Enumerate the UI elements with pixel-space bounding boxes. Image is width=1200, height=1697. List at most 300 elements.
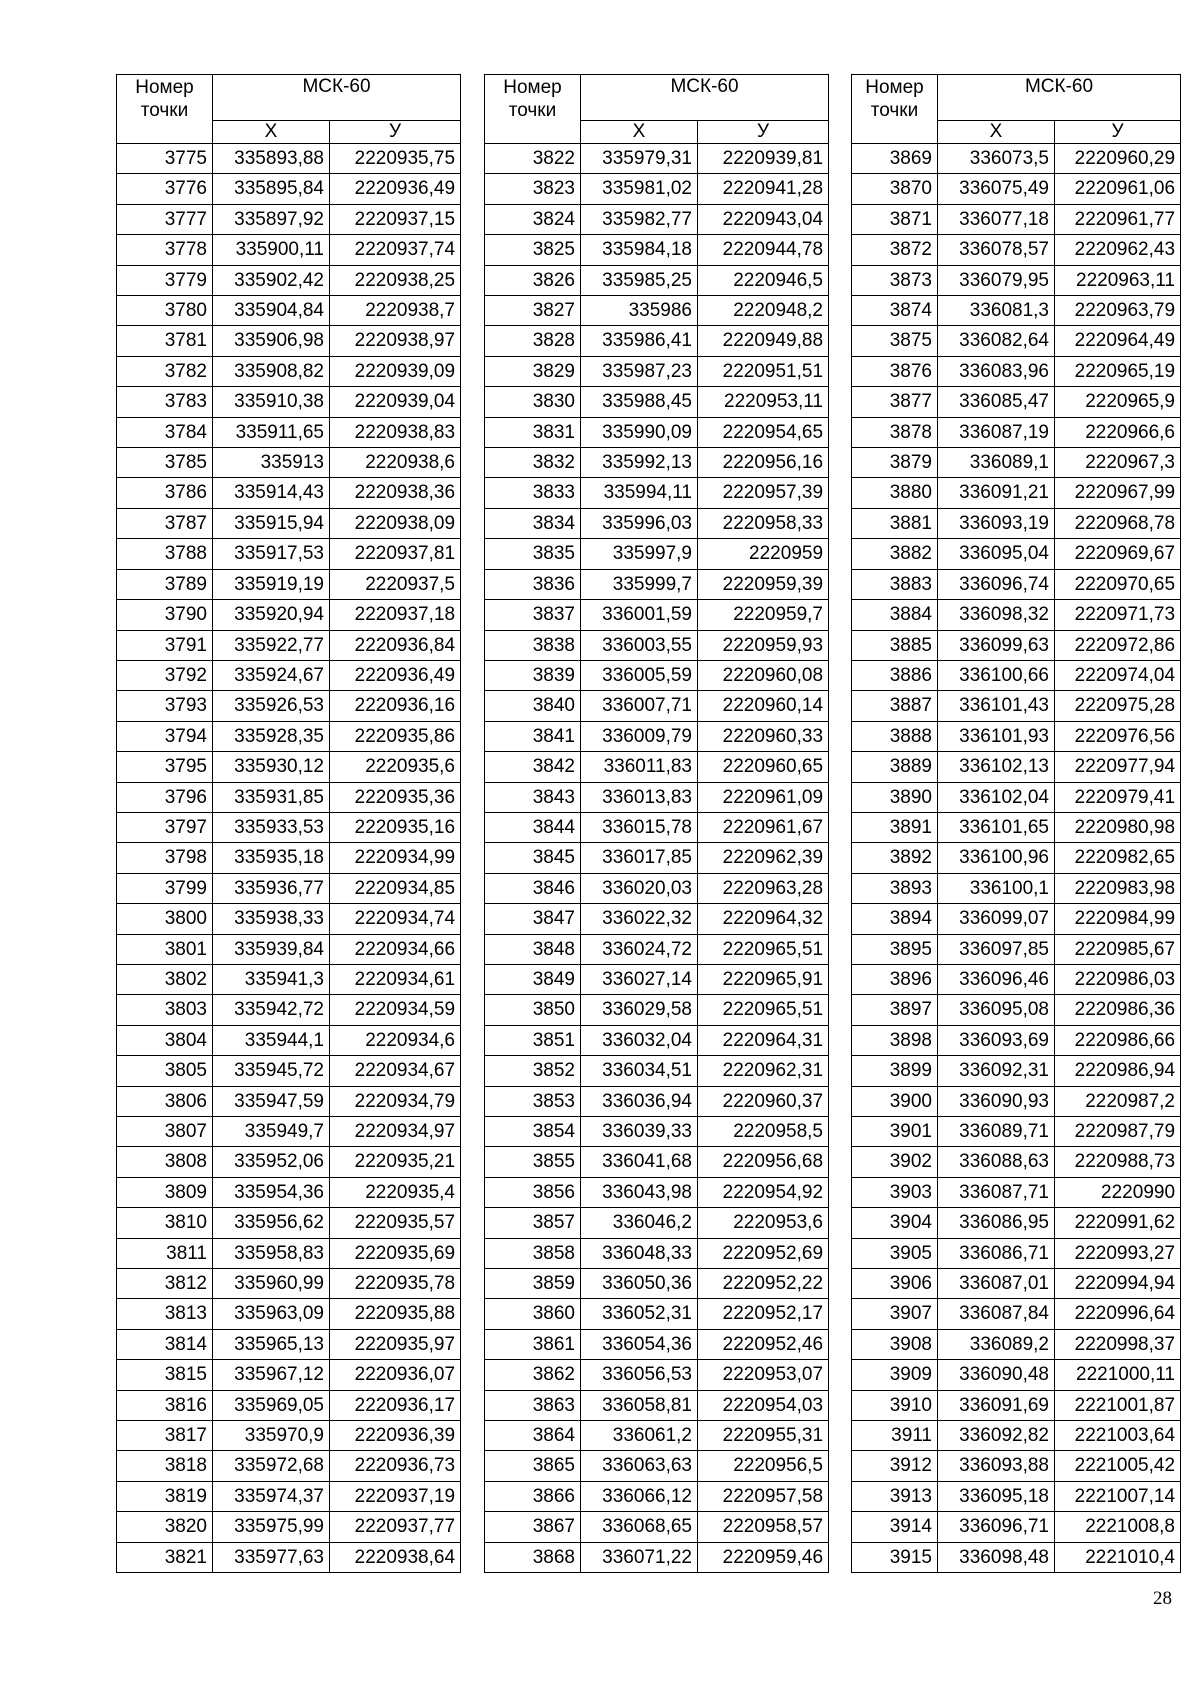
point-number-cell: 3901 xyxy=(852,1117,938,1147)
y-coordinate-cell: 2220948,2 xyxy=(698,296,829,326)
x-coordinate-cell: 336090,93 xyxy=(938,1086,1055,1116)
y-coordinate-cell: 2220937,74 xyxy=(330,235,461,265)
y-coordinate-cell: 2220959 xyxy=(698,539,829,569)
y-coordinate-cell: 2220987,79 xyxy=(1055,1117,1181,1147)
x-coordinate-cell: 336043,98 xyxy=(581,1177,698,1207)
table-row xyxy=(852,1269,1181,1299)
table-row xyxy=(485,1238,829,1268)
table-row xyxy=(117,934,461,964)
point-number-cell: 3895 xyxy=(852,934,938,964)
y-coordinate-cell: 2220965,91 xyxy=(698,964,829,994)
y-coordinate-cell: 2220939,81 xyxy=(698,144,829,174)
point-number-header-line2: точки xyxy=(140,100,189,121)
table-row xyxy=(485,721,829,751)
y-coordinate-cell: 2220959,39 xyxy=(698,569,829,599)
y-coordinate-cell: 2220961,67 xyxy=(698,812,829,842)
point-number-cell: 3780 xyxy=(117,296,213,326)
point-number-cell: 3912 xyxy=(852,1451,938,1481)
table-row xyxy=(852,174,1181,204)
table-row xyxy=(485,1299,829,1329)
y-coordinate-cell: 2220952,22 xyxy=(698,1269,829,1299)
y-coordinate-cell: 2220938,09 xyxy=(330,508,461,538)
point-number-cell: 3904 xyxy=(852,1208,938,1238)
y-coordinate-cell: 2220941,28 xyxy=(698,174,829,204)
point-number-cell: 3884 xyxy=(852,600,938,630)
x-coordinate-cell: 335922,77 xyxy=(213,630,330,660)
y-coordinate-cell: 2220975,28 xyxy=(1055,691,1181,721)
point-number-cell: 3809 xyxy=(117,1177,213,1207)
table-row xyxy=(852,904,1181,934)
x-coordinate-cell: 336089,2 xyxy=(938,1329,1055,1359)
x-coordinate-cell: 335941,3 xyxy=(213,964,330,994)
point-number-cell: 3789 xyxy=(117,569,213,599)
table-row xyxy=(117,265,461,295)
y-coordinate-cell: 2220936,73 xyxy=(330,1451,461,1481)
table-row xyxy=(117,296,461,326)
point-number-cell: 3839 xyxy=(485,660,581,690)
x-coordinate-cell: 335944,1 xyxy=(213,1025,330,1055)
page-number: 28 xyxy=(1153,1588,1172,1609)
y-coordinate-cell: 2220993,27 xyxy=(1055,1238,1181,1268)
table-row xyxy=(117,660,461,690)
y-coordinate-cell: 2220934,99 xyxy=(330,843,461,873)
point-number-cell: 3853 xyxy=(485,1086,581,1116)
y-coordinate-cell: 2220980,98 xyxy=(1055,812,1181,842)
point-number-cell: 3788 xyxy=(117,539,213,569)
x-coordinate-cell: 336015,78 xyxy=(581,812,698,842)
table-row xyxy=(852,873,1181,903)
table-row xyxy=(852,1421,1181,1451)
y-coordinate-cell: 2220956,68 xyxy=(698,1147,829,1177)
table-row xyxy=(117,235,461,265)
table-row xyxy=(852,995,1181,1025)
point-number-cell: 3820 xyxy=(117,1512,213,1542)
x-coordinate-cell: 335982,77 xyxy=(581,204,698,234)
table-row xyxy=(117,1056,461,1086)
y-coordinate-cell: 2220965,51 xyxy=(698,934,829,964)
x-coordinate-cell: 335911,65 xyxy=(213,417,330,447)
table-row xyxy=(852,1512,1181,1542)
x-coordinate-cell: 336087,71 xyxy=(938,1177,1055,1207)
point-number-cell: 3882 xyxy=(852,539,938,569)
y-coordinate-cell: 2220953,11 xyxy=(698,387,829,417)
point-number-cell: 3821 xyxy=(117,1542,213,1572)
table-row xyxy=(117,1208,461,1238)
x-coordinate-cell: 336089,71 xyxy=(938,1117,1055,1147)
x-coordinate-cell: 336096,71 xyxy=(938,1512,1055,1542)
x-coordinate-cell: 335942,72 xyxy=(213,995,330,1025)
point-number-cell: 3803 xyxy=(117,995,213,1025)
x-coordinate-cell: 335967,12 xyxy=(213,1360,330,1390)
point-number-cell: 3791 xyxy=(117,630,213,660)
table-row xyxy=(852,782,1181,812)
x-coordinate-cell: 336073,5 xyxy=(938,144,1055,174)
point-number-cell: 3863 xyxy=(485,1390,581,1420)
table-row xyxy=(485,843,829,873)
y-coordinate-cell: 2220962,31 xyxy=(698,1056,829,1086)
table-row xyxy=(485,387,829,417)
x-coordinate-cell: 336087,01 xyxy=(938,1269,1055,1299)
table-row xyxy=(852,265,1181,295)
y-coordinate-cell: 2220935,69 xyxy=(330,1238,461,1268)
table-row xyxy=(485,1147,829,1177)
x-coordinate-cell: 336099,63 xyxy=(938,630,1055,660)
point-number-cell: 3775 xyxy=(117,144,213,174)
table-row xyxy=(852,387,1181,417)
table-row xyxy=(852,204,1181,234)
point-number-cell: 3914 xyxy=(852,1512,938,1542)
x-coordinate-cell: 336086,71 xyxy=(938,1238,1055,1268)
point-number-cell: 3824 xyxy=(485,204,581,234)
y-coordinate-cell: 2220936,07 xyxy=(330,1360,461,1390)
x-coordinate-cell: 335917,53 xyxy=(213,539,330,569)
table-row xyxy=(485,1086,829,1116)
point-number-cell: 3793 xyxy=(117,691,213,721)
point-number-cell: 3888 xyxy=(852,721,938,751)
point-number-cell: 3857 xyxy=(485,1208,581,1238)
point-number-cell: 3822 xyxy=(485,144,581,174)
point-number-cell: 3851 xyxy=(485,1025,581,1055)
table-row xyxy=(852,356,1181,386)
y-coordinate-cell: 2220958,33 xyxy=(698,508,829,538)
x-coordinate-cell: 335986,41 xyxy=(581,326,698,356)
table-row xyxy=(485,478,829,508)
y-coordinate-cell: 2220963,11 xyxy=(1055,265,1181,295)
point-number-cell: 3836 xyxy=(485,569,581,599)
point-number-cell: 3854 xyxy=(485,1117,581,1147)
x-coordinate-cell: 336058,81 xyxy=(581,1390,698,1420)
point-number-cell: 3825 xyxy=(485,235,581,265)
y-coordinate-cell: 2220939,09 xyxy=(330,356,461,386)
table-row xyxy=(852,691,1181,721)
x-coordinate-cell: 335945,72 xyxy=(213,1056,330,1086)
table-row xyxy=(117,964,461,994)
y-coordinate-cell: 2220986,94 xyxy=(1055,1056,1181,1086)
y-coordinate-cell: 2220952,69 xyxy=(698,1238,829,1268)
x-coordinate-cell: 335928,35 xyxy=(213,721,330,751)
table-row xyxy=(485,1177,829,1207)
point-number-cell: 3781 xyxy=(117,326,213,356)
table-row xyxy=(117,569,461,599)
y-coordinate-cell: 2220938,97 xyxy=(330,326,461,356)
point-number-cell: 3807 xyxy=(117,1117,213,1147)
table-row xyxy=(117,600,461,630)
y-coordinate-cell: 2220985,67 xyxy=(1055,934,1181,964)
y-coordinate-cell: 2220959,46 xyxy=(698,1542,829,1572)
table-row xyxy=(117,1512,461,1542)
x-coordinate-cell: 335947,59 xyxy=(213,1086,330,1116)
x-coordinate-cell: 336099,07 xyxy=(938,904,1055,934)
y-coordinate-cell: 2220935,36 xyxy=(330,782,461,812)
table-row xyxy=(485,539,829,569)
y-coordinate-cell: 2221005,42 xyxy=(1055,1451,1181,1481)
point-number-cell: 3861 xyxy=(485,1329,581,1359)
point-number-cell: 3903 xyxy=(852,1177,938,1207)
point-number-cell: 3868 xyxy=(485,1542,581,1572)
y-coordinate-cell: 2220934,74 xyxy=(330,904,461,934)
table-row xyxy=(117,691,461,721)
table-row xyxy=(117,995,461,1025)
table-row xyxy=(852,721,1181,751)
y-coordinate-cell: 2220935,4 xyxy=(330,1177,461,1207)
point-number-cell: 3869 xyxy=(852,144,938,174)
x-coordinate-cell: 336077,18 xyxy=(938,204,1055,234)
table-row xyxy=(485,752,829,782)
y-coordinate-cell: 2220937,5 xyxy=(330,569,461,599)
y-coordinate-cell: 2220938,83 xyxy=(330,417,461,447)
point-number-cell: 3875 xyxy=(852,326,938,356)
point-number-cell: 3870 xyxy=(852,174,938,204)
y-coordinate-cell: 2220983,98 xyxy=(1055,873,1181,903)
x-coordinate-cell: 336013,83 xyxy=(581,782,698,812)
point-number-cell: 3813 xyxy=(117,1299,213,1329)
point-number-cell: 3782 xyxy=(117,356,213,386)
y-coordinate-cell: 2220934,67 xyxy=(330,1056,461,1086)
point-number-cell: 3887 xyxy=(852,691,938,721)
x-coordinate-cell: 336093,19 xyxy=(938,508,1055,538)
table-row xyxy=(117,508,461,538)
point-number-cell: 3797 xyxy=(117,812,213,842)
y-coordinate-cell: 2220961,77 xyxy=(1055,204,1181,234)
y-coordinate-cell: 2220961,09 xyxy=(698,782,829,812)
point-number-cell: 3832 xyxy=(485,448,581,478)
x-coordinate-cell: 336081,3 xyxy=(938,296,1055,326)
y-coordinate-cell: 2220935,97 xyxy=(330,1329,461,1359)
y-coordinate-cell: 2220967,99 xyxy=(1055,478,1181,508)
table-row xyxy=(117,812,461,842)
x-coordinate-cell: 335924,67 xyxy=(213,660,330,690)
table-row xyxy=(117,417,461,447)
table-row xyxy=(485,265,829,295)
x-coordinate-cell: 335981,02 xyxy=(581,174,698,204)
table-row xyxy=(852,1451,1181,1481)
table-row xyxy=(852,1086,1181,1116)
table-row xyxy=(485,1421,829,1451)
x-coordinate-cell: 336068,65 xyxy=(581,1512,698,1542)
y-coordinate-cell: 2220990 xyxy=(1055,1177,1181,1207)
table-row xyxy=(117,539,461,569)
x-coordinate-cell: 336095,04 xyxy=(938,539,1055,569)
table-row xyxy=(852,1056,1181,1086)
x-coordinate-cell: 336054,36 xyxy=(581,1329,698,1359)
point-number-cell: 3802 xyxy=(117,964,213,994)
table-row xyxy=(117,1025,461,1055)
point-number-cell: 3876 xyxy=(852,356,938,386)
y-coordinate-cell: 2220976,56 xyxy=(1055,721,1181,751)
x-coordinate-cell: 336003,55 xyxy=(581,630,698,660)
y-coordinate-cell: 2220935,6 xyxy=(330,752,461,782)
x-coordinate-cell: 336083,96 xyxy=(938,356,1055,386)
table-row xyxy=(852,752,1181,782)
y-coordinate-cell: 2220965,9 xyxy=(1055,387,1181,417)
y-coordinate-cell: 2220934,61 xyxy=(330,964,461,994)
y-coordinate-cell: 2220960,29 xyxy=(1055,144,1181,174)
y-coordinate-cell: 2220934,6 xyxy=(330,1025,461,1055)
x-coordinate-cell: 335954,36 xyxy=(213,1177,330,1207)
x-coordinate-cell: 336085,47 xyxy=(938,387,1055,417)
x-coordinate-cell: 336089,1 xyxy=(938,448,1055,478)
x-coordinate-cell: 336090,48 xyxy=(938,1360,1055,1390)
point-number-cell: 3915 xyxy=(852,1542,938,1572)
coordinate-system-header: МСК-60 xyxy=(938,75,1181,121)
y-coordinate-cell: 2220951,51 xyxy=(698,356,829,386)
x-coordinate-cell: 335906,98 xyxy=(213,326,330,356)
x-coordinate-cell: 335904,84 xyxy=(213,296,330,326)
table-row xyxy=(485,630,829,660)
point-number-cell: 3848 xyxy=(485,934,581,964)
point-number-cell: 3896 xyxy=(852,964,938,994)
y-coordinate-cell: 2220954,03 xyxy=(698,1390,829,1420)
y-coordinate-cell: 2220935,78 xyxy=(330,1269,461,1299)
table-row xyxy=(852,326,1181,356)
point-number-cell: 3902 xyxy=(852,1147,938,1177)
x-coordinate-cell: 335974,37 xyxy=(213,1481,330,1511)
y-coordinate-cell: 2220962,39 xyxy=(698,843,829,873)
point-number-cell: 3845 xyxy=(485,843,581,873)
y-coordinate-cell: 2220934,59 xyxy=(330,995,461,1025)
table-row xyxy=(485,782,829,812)
point-number-cell: 3790 xyxy=(117,600,213,630)
table-row xyxy=(485,1117,829,1147)
point-number-cell: 3816 xyxy=(117,1390,213,1420)
x-coordinate-cell: 335972,68 xyxy=(213,1451,330,1481)
point-number-cell: 3874 xyxy=(852,296,938,326)
y-header: У xyxy=(330,121,461,144)
y-coordinate-cell: 2220958,57 xyxy=(698,1512,829,1542)
table-row xyxy=(117,1177,461,1207)
point-number-cell: 3856 xyxy=(485,1177,581,1207)
y-coordinate-cell: 2220958,5 xyxy=(698,1117,829,1147)
point-number-cell: 3889 xyxy=(852,752,938,782)
y-coordinate-cell: 2220987,2 xyxy=(1055,1086,1181,1116)
table-row xyxy=(117,204,461,234)
table-row xyxy=(852,1390,1181,1420)
point-number-cell: 3804 xyxy=(117,1025,213,1055)
point-number-header xyxy=(485,75,581,144)
y-header: У xyxy=(1055,121,1181,144)
x-coordinate-cell: 335915,94 xyxy=(213,508,330,538)
x-coordinate-cell: 336046,2 xyxy=(581,1208,698,1238)
y-coordinate-cell: 2220964,31 xyxy=(698,1025,829,1055)
point-number-cell: 3801 xyxy=(117,934,213,964)
point-number-cell: 3873 xyxy=(852,265,938,295)
table-row xyxy=(117,387,461,417)
table-row xyxy=(117,1238,461,1268)
point-number-cell: 3900 xyxy=(852,1086,938,1116)
point-number-cell: 3911 xyxy=(852,1421,938,1451)
table-row xyxy=(117,904,461,934)
y-coordinate-cell: 2220937,77 xyxy=(330,1512,461,1542)
point-number-cell: 3835 xyxy=(485,539,581,569)
point-number-cell: 3906 xyxy=(852,1269,938,1299)
x-coordinate-cell: 336020,03 xyxy=(581,873,698,903)
y-coordinate-cell: 2220960,33 xyxy=(698,721,829,751)
x-coordinate-cell: 335914,43 xyxy=(213,478,330,508)
y-coordinate-cell: 2220956,16 xyxy=(698,448,829,478)
table-row xyxy=(485,296,829,326)
point-number-cell: 3838 xyxy=(485,630,581,660)
x-coordinate-cell: 336100,96 xyxy=(938,843,1055,873)
x-coordinate-cell: 336005,59 xyxy=(581,660,698,690)
x-coordinate-cell: 336087,19 xyxy=(938,417,1055,447)
x-coordinate-cell: 336048,33 xyxy=(581,1238,698,1268)
point-number-cell: 3840 xyxy=(485,691,581,721)
y-coordinate-cell: 2220986,66 xyxy=(1055,1025,1181,1055)
point-number-cell: 3894 xyxy=(852,904,938,934)
point-number-cell: 3881 xyxy=(852,508,938,538)
table-row xyxy=(485,508,829,538)
point-number-cell: 3913 xyxy=(852,1481,938,1511)
point-number-cell: 3833 xyxy=(485,478,581,508)
x-coordinate-cell: 336056,53 xyxy=(581,1360,698,1390)
table-row xyxy=(485,1269,829,1299)
point-number-cell: 3878 xyxy=(852,417,938,447)
table-row xyxy=(485,1208,829,1238)
table-row xyxy=(852,964,1181,994)
y-coordinate-cell: 2220964,49 xyxy=(1055,326,1181,356)
y-coordinate-cell: 2220953,07 xyxy=(698,1360,829,1390)
y-coordinate-cell: 2220967,3 xyxy=(1055,448,1181,478)
x-coordinate-cell: 335949,7 xyxy=(213,1117,330,1147)
y-coordinate-cell: 2220938,25 xyxy=(330,265,461,295)
point-number-cell: 3792 xyxy=(117,660,213,690)
y-coordinate-cell: 2220935,16 xyxy=(330,812,461,842)
point-number-cell: 3852 xyxy=(485,1056,581,1086)
x-coordinate-cell: 335960,99 xyxy=(213,1269,330,1299)
y-coordinate-cell: 2220937,18 xyxy=(330,600,461,630)
x-coordinate-cell: 335935,18 xyxy=(213,843,330,873)
table-row xyxy=(117,1269,461,1299)
point-number-cell: 3814 xyxy=(117,1329,213,1359)
point-number-cell: 3890 xyxy=(852,782,938,812)
x-coordinate-cell: 335997,9 xyxy=(581,539,698,569)
x-coordinate-cell: 336095,18 xyxy=(938,1481,1055,1511)
x-coordinate-cell: 336091,21 xyxy=(938,478,1055,508)
y-coordinate-cell: 2220937,15 xyxy=(330,204,461,234)
table-row xyxy=(485,235,829,265)
point-number-cell: 3776 xyxy=(117,174,213,204)
point-number-cell: 3817 xyxy=(117,1421,213,1451)
point-number-cell: 3872 xyxy=(852,235,938,265)
y-coordinate-cell: 2221001,87 xyxy=(1055,1390,1181,1420)
x-coordinate-cell: 336007,71 xyxy=(581,691,698,721)
point-number-cell: 3777 xyxy=(117,204,213,234)
point-number-cell: 3877 xyxy=(852,387,938,417)
table-row xyxy=(485,1390,829,1420)
point-number-cell: 3864 xyxy=(485,1421,581,1451)
x-coordinate-cell: 335952,06 xyxy=(213,1147,330,1177)
y-coordinate-cell: 2220965,51 xyxy=(698,995,829,1025)
x-coordinate-cell: 336100,66 xyxy=(938,660,1055,690)
y-coordinate-cell: 2220968,78 xyxy=(1055,508,1181,538)
table-row xyxy=(117,873,461,903)
table-row xyxy=(485,417,829,447)
x-coordinate-cell: 335975,99 xyxy=(213,1512,330,1542)
y-coordinate-cell: 2220991,62 xyxy=(1055,1208,1181,1238)
x-coordinate-cell: 336096,46 xyxy=(938,964,1055,994)
y-coordinate-cell: 2220946,5 xyxy=(698,265,829,295)
table-row xyxy=(117,843,461,873)
table-row xyxy=(852,1299,1181,1329)
point-number-cell: 3842 xyxy=(485,752,581,782)
point-number-cell: 3837 xyxy=(485,600,581,630)
point-number-cell: 3841 xyxy=(485,721,581,751)
x-coordinate-cell: 336039,33 xyxy=(581,1117,698,1147)
y-coordinate-cell: 2220957,58 xyxy=(698,1481,829,1511)
point-number-cell: 3879 xyxy=(852,448,938,478)
table-row xyxy=(852,1147,1181,1177)
point-number-cell: 3907 xyxy=(852,1299,938,1329)
